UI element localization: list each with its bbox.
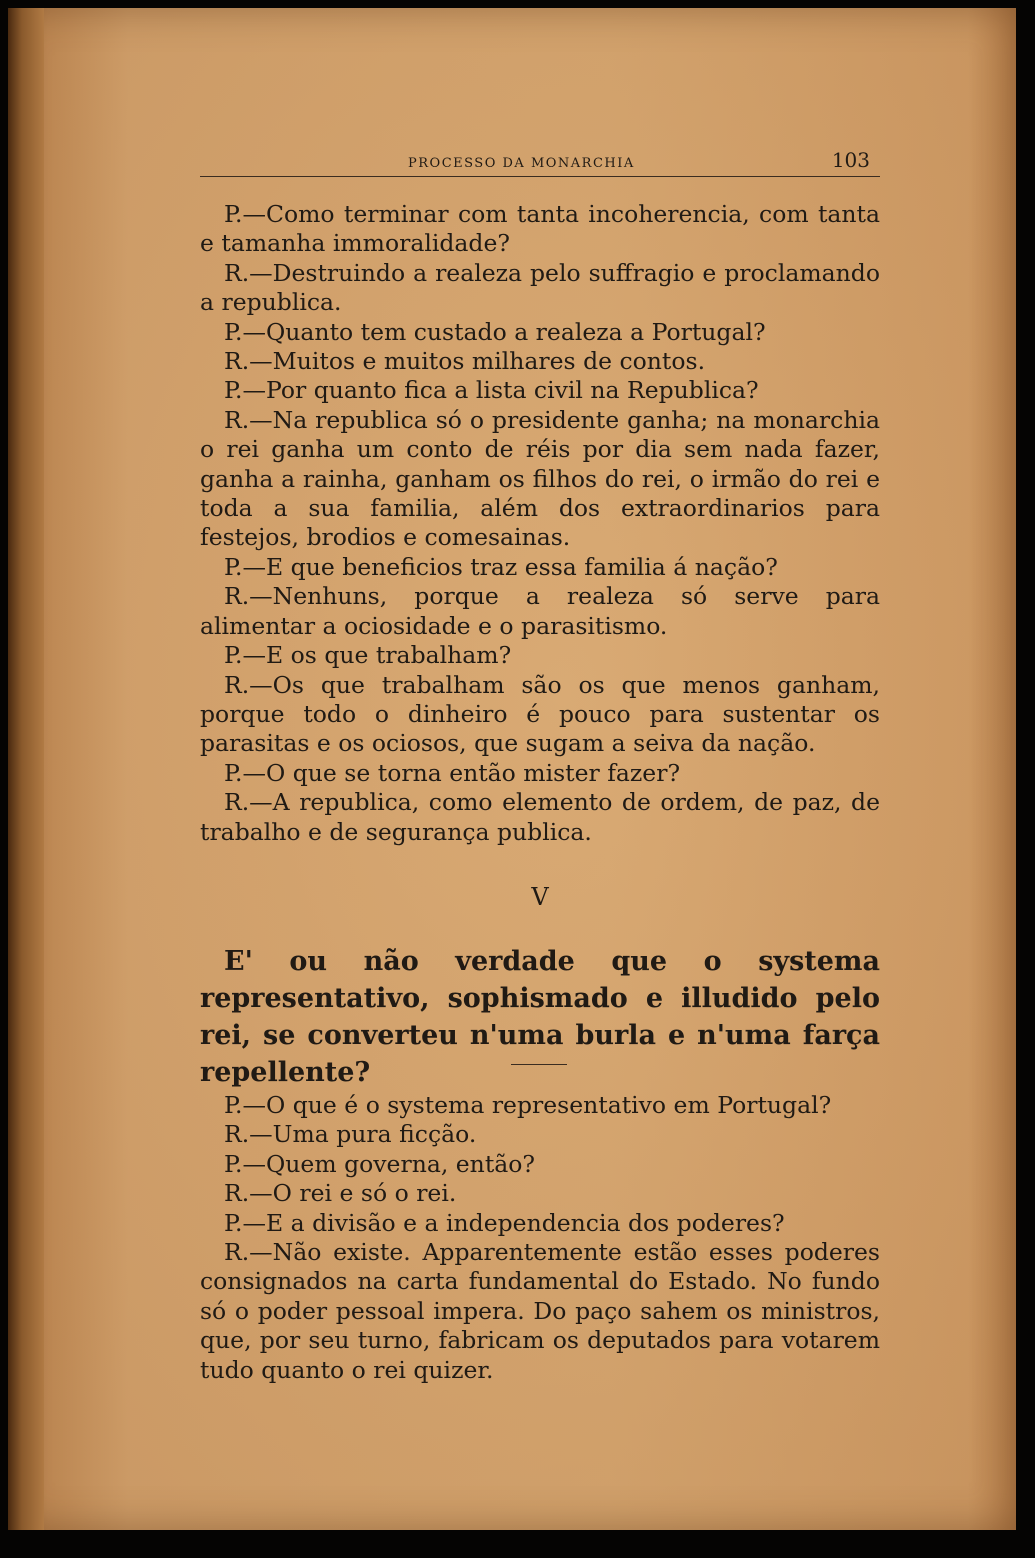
dialogue-line: P.—E que beneficios traz essa familia á nação? xyxy=(224,552,778,581)
page-header xyxy=(200,148,880,178)
dialogue-line: P.—Por quanto fica a lista civil na Republica? xyxy=(224,376,759,405)
dialogue-line: R.—Os que trabalham são os que menos ganham, porque todo o dinheiro é pouco para sustentar os parasitas e os ociosos, que sugam a seiva da nação. xyxy=(200,670,880,758)
dialogue-line: R.—Muitos e muitos milhares de contos. xyxy=(224,347,706,376)
dialogue-line: R.—Uma pura ficção. xyxy=(224,1120,477,1149)
dialogue-line: R.—Nenhuns, porque a realeza só serve para alimentar a ociosidade e o parasitismo. xyxy=(200,582,880,640)
dialogue-block-1 xyxy=(200,200,880,847)
dialogue-line: P.—O que se torna então mister fazer? xyxy=(224,758,681,787)
section-question: E' ou não verdade que o systema representativo, sophismado e illudido pelo rei, se converteu n'uma burla e n'uma farça repellente? xyxy=(200,946,880,1088)
section-number: V xyxy=(531,883,549,911)
dialogue-line: P.—Quem governa, então? xyxy=(224,1149,536,1178)
dialogue-line: P.—O que é o systema representativo em Portugal? xyxy=(224,1091,832,1119)
book-page xyxy=(8,8,1016,1530)
page-number: 103 xyxy=(831,148,870,172)
section-rule xyxy=(511,1064,567,1065)
dialogue-line: P.—E os que trabalham? xyxy=(224,641,512,670)
running-head: PROCESSO DA MONARCHIA xyxy=(408,156,635,171)
dialogue-line: R.—Não existe. Apparentemente estão esses poderes consignados na carta fundamental do Estado. No fundo só o poder pessoal impera. Do paço sahem os ministros, que, por seu turno, fabricam os deputados para votarem tudo quanto o rei quizer. xyxy=(200,1238,880,1384)
header-rule xyxy=(200,176,880,177)
dialogue-line: P.—Quanto tem custado a realeza a Portugal? xyxy=(224,317,766,346)
dialogue-line: R.—A republica, como elemento de ordem, de paz, de trabalho e de segurança publica. xyxy=(200,788,880,846)
dialogue-block-2 xyxy=(200,1091,880,1385)
book-spine xyxy=(8,8,44,1530)
dialogue-line: P.—Como terminar com tanta incoherencia, com tanta e tamanha immoralidade? xyxy=(200,200,880,258)
dialogue-line: P.—E a divisão e a independencia dos poderes? xyxy=(224,1208,785,1237)
dialogue-line: R.—O rei e só o rei. xyxy=(224,1179,457,1208)
dialogue-line: R.—Destruindo a realeza pelo suffragio e proclamando a republica. xyxy=(200,258,880,317)
dialogue-line: R.—Na republica só o presidente ganha; na monarchia o rei ganha um conto de réis por dia sem nada fazer, ganha a rainha, ganham os filhos do rei, o irmão do rei e toda a sua familia, além dos extraordinarios para festejos, brodios e comesainas. xyxy=(200,405,880,552)
